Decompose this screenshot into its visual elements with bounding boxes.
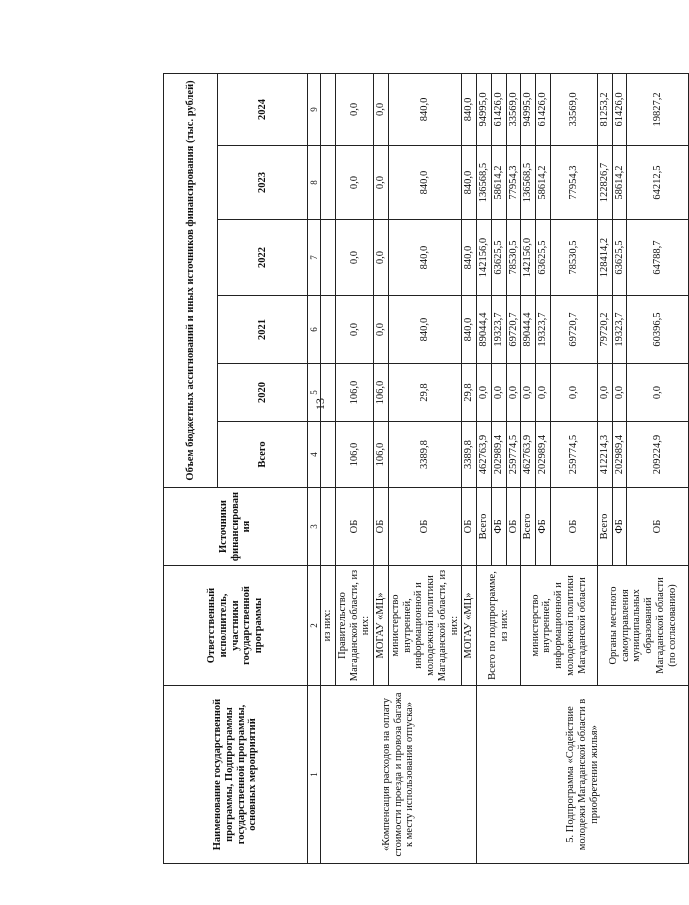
source-cell: ОБ — [335, 488, 373, 566]
column-number: 1 — [308, 686, 321, 864]
value-cell: 58614,2 — [612, 146, 627, 220]
value-cell: 63625,5 — [536, 220, 551, 296]
source-cell: Всего — [597, 488, 612, 566]
value-cell: 60396,5 — [627, 296, 689, 364]
source-cell: ОБ — [506, 488, 521, 566]
value-cell: 0,0 — [521, 364, 536, 422]
value-cell: 202989,4 — [612, 422, 627, 488]
value-cell: 202989,4 — [536, 422, 551, 488]
value-cell: 259774,5 — [506, 422, 521, 488]
subprogram-name-cell: 5. Подпрограмма «Содействие молодежи Магаданской области в приобретении жилья» — [477, 686, 689, 864]
column-number: 6 — [308, 296, 321, 364]
source-cell: ФБ — [612, 488, 627, 566]
table-row — [477, 73, 492, 863]
value-cell: 0,0 — [374, 146, 389, 220]
value-cell: 840,0 — [388, 73, 462, 145]
value-cell: 78530,5 — [506, 220, 521, 296]
page-number: 13 — [313, 398, 327, 410]
value-cell: 29,8 — [388, 364, 462, 422]
value-cell: 0,0 — [627, 364, 689, 422]
column-number: 7 — [308, 220, 321, 296]
column-number: 3 — [308, 488, 321, 566]
value-cell: 19323,7 — [612, 296, 627, 364]
value-cell: 77954,3 — [550, 146, 597, 220]
value-cell: 0,0 — [335, 220, 373, 296]
value-cell: 79720,2 — [597, 296, 612, 364]
value-cell: 259774,5 — [550, 422, 597, 488]
value-cell: 136568,5 — [477, 146, 492, 220]
value-cell: 64788,7 — [627, 220, 689, 296]
executor-cell: из них: — [321, 566, 336, 686]
table-row — [321, 73, 336, 863]
executor-cell: министерство внутренней, информационной и молодежной политики Магаданской области, из них: — [388, 566, 462, 686]
value-cell: 412214,3 — [597, 422, 612, 488]
value-cell: 0,0 — [335, 73, 373, 145]
source-cell: ОБ — [388, 488, 462, 566]
value-cell: 0,0 — [597, 364, 612, 422]
executor-cell: Органы местного самоуправления муниципальных образований Магаданской области (по согласованию) — [597, 566, 689, 686]
header-source: Источники финансирован ия — [164, 488, 308, 566]
value-cell: 19323,7 — [491, 296, 506, 364]
value-cell: 0,0 — [506, 364, 521, 422]
column-number: 2 — [308, 566, 321, 686]
value-cell: 94995,0 — [477, 73, 492, 145]
budget-table — [163, 73, 689, 864]
executor-cell: МОГАУ «МЦ» — [462, 566, 477, 686]
column-number: 5 — [308, 364, 321, 422]
header-row-1 — [164, 73, 218, 863]
value-cell: 63625,5 — [491, 220, 506, 296]
executor-cell: Правительство Магаданской области, из них: — [335, 566, 373, 686]
value-cell: 840,0 — [388, 220, 462, 296]
value-cell: 106,0 — [335, 422, 373, 488]
executor-cell: министерство внутренней, информационной и молодежной политики Магаданской области — [521, 566, 598, 686]
value-cell: 3389,8 — [462, 422, 477, 488]
value-cell: 840,0 — [388, 296, 462, 364]
value-cell: 142156,0 — [477, 220, 492, 296]
source-cell: ОБ — [462, 488, 477, 566]
value-cell: 63625,5 — [612, 220, 627, 296]
value-cell: 0,0 — [550, 364, 597, 422]
value-cell: 840,0 — [388, 146, 462, 220]
value-cell: 61426,0 — [612, 73, 627, 145]
value-cell: 840,0 — [462, 146, 477, 220]
value-cell: 81253,2 — [597, 73, 612, 145]
header-executor: Ответственный исполнитель, участники государственной программы — [164, 566, 308, 686]
value-cell: 89044,4 — [521, 296, 536, 364]
header-year: 2022 — [218, 220, 308, 296]
value-cell: 77954,3 — [506, 146, 521, 220]
executor-cell: Всего по подпрограмме, из них: — [477, 566, 521, 686]
value-cell: 61426,0 — [536, 73, 551, 145]
value-cell: 61426,0 — [491, 73, 506, 145]
header-year: 2023 — [218, 146, 308, 220]
source-cell: ФБ — [491, 488, 506, 566]
source-cell: ОБ — [550, 488, 597, 566]
value-cell: 33569,0 — [506, 73, 521, 145]
column-number: 8 — [308, 146, 321, 220]
source-cell: ФБ — [536, 488, 551, 566]
source-cell: ОБ — [627, 488, 689, 566]
value-cell: 89044,4 — [477, 296, 492, 364]
program-name-cell: «Компенсация расходов на оплату стоимости проезда и провоза багажа к месту использования отпуска» — [321, 686, 477, 864]
value-cell: 69720,7 — [506, 296, 521, 364]
value-cell: 122826,7 — [597, 146, 612, 220]
value-cell: 106,0 — [374, 422, 389, 488]
value-cell: 33569,0 — [550, 73, 597, 145]
source-cell: Всего — [477, 488, 492, 566]
value-cell: 94995,0 — [521, 73, 536, 145]
value-cell: 29,8 — [462, 364, 477, 422]
value-cell: 136568,5 — [521, 146, 536, 220]
value-cell: 64212,5 — [627, 146, 689, 220]
value-cell: 106,0 — [335, 364, 373, 422]
column-number: 4 — [308, 422, 321, 488]
value-cell: 78530,5 — [550, 220, 597, 296]
value-cell: 0,0 — [374, 296, 389, 364]
value-cell: 3389,8 — [388, 422, 462, 488]
column-number-row — [308, 73, 321, 863]
source-cell: ОБ — [374, 488, 389, 566]
rotated-table-container — [163, 74, 678, 864]
value-cell: 840,0 — [462, 220, 477, 296]
value-cell: 58614,2 — [491, 146, 506, 220]
value-cell: 462763,9 — [477, 422, 492, 488]
value-cell: 142156,0 — [521, 220, 536, 296]
value-cell: 209224,9 — [627, 422, 689, 488]
value-cell: 0,0 — [491, 364, 506, 422]
value-cell: 202989,4 — [491, 422, 506, 488]
value-cell: 462763,9 — [521, 422, 536, 488]
value-cell: 0,0 — [612, 364, 627, 422]
value-cell: 106,0 — [374, 364, 389, 422]
value-cell: 128414,2 — [597, 220, 612, 296]
value-cell: 840,0 — [462, 296, 477, 364]
value-cell: 58614,2 — [536, 146, 551, 220]
value-cell: 0,0 — [335, 296, 373, 364]
value-cell: 19827,2 — [627, 73, 689, 145]
header-total: Всего — [218, 422, 308, 488]
header-name: Наименование государственной программы, Подпрограммы государственной программы, основных мероприятий — [164, 686, 308, 864]
executor-cell: МОГАУ «МЦ» — [374, 566, 389, 686]
value-cell: 0,0 — [536, 364, 551, 422]
value-cell: 0,0 — [374, 220, 389, 296]
column-number: 9 — [308, 73, 321, 145]
value-cell: 840,0 — [462, 73, 477, 145]
value-cell: 0,0 — [477, 364, 492, 422]
header-volume: Объем бюджетных ассигнований и иных источников финансирования (тыс. рублей) — [164, 73, 218, 487]
value-cell: 0,0 — [374, 73, 389, 145]
value-cell: 69720,7 — [550, 296, 597, 364]
value-cell: 19323,7 — [536, 296, 551, 364]
source-cell: Всего — [521, 488, 536, 566]
value-cell: 0,0 — [335, 146, 373, 220]
header-year: 2024 — [218, 73, 308, 145]
header-year: 2021 — [218, 296, 308, 364]
header-year: 2020 — [218, 364, 308, 422]
